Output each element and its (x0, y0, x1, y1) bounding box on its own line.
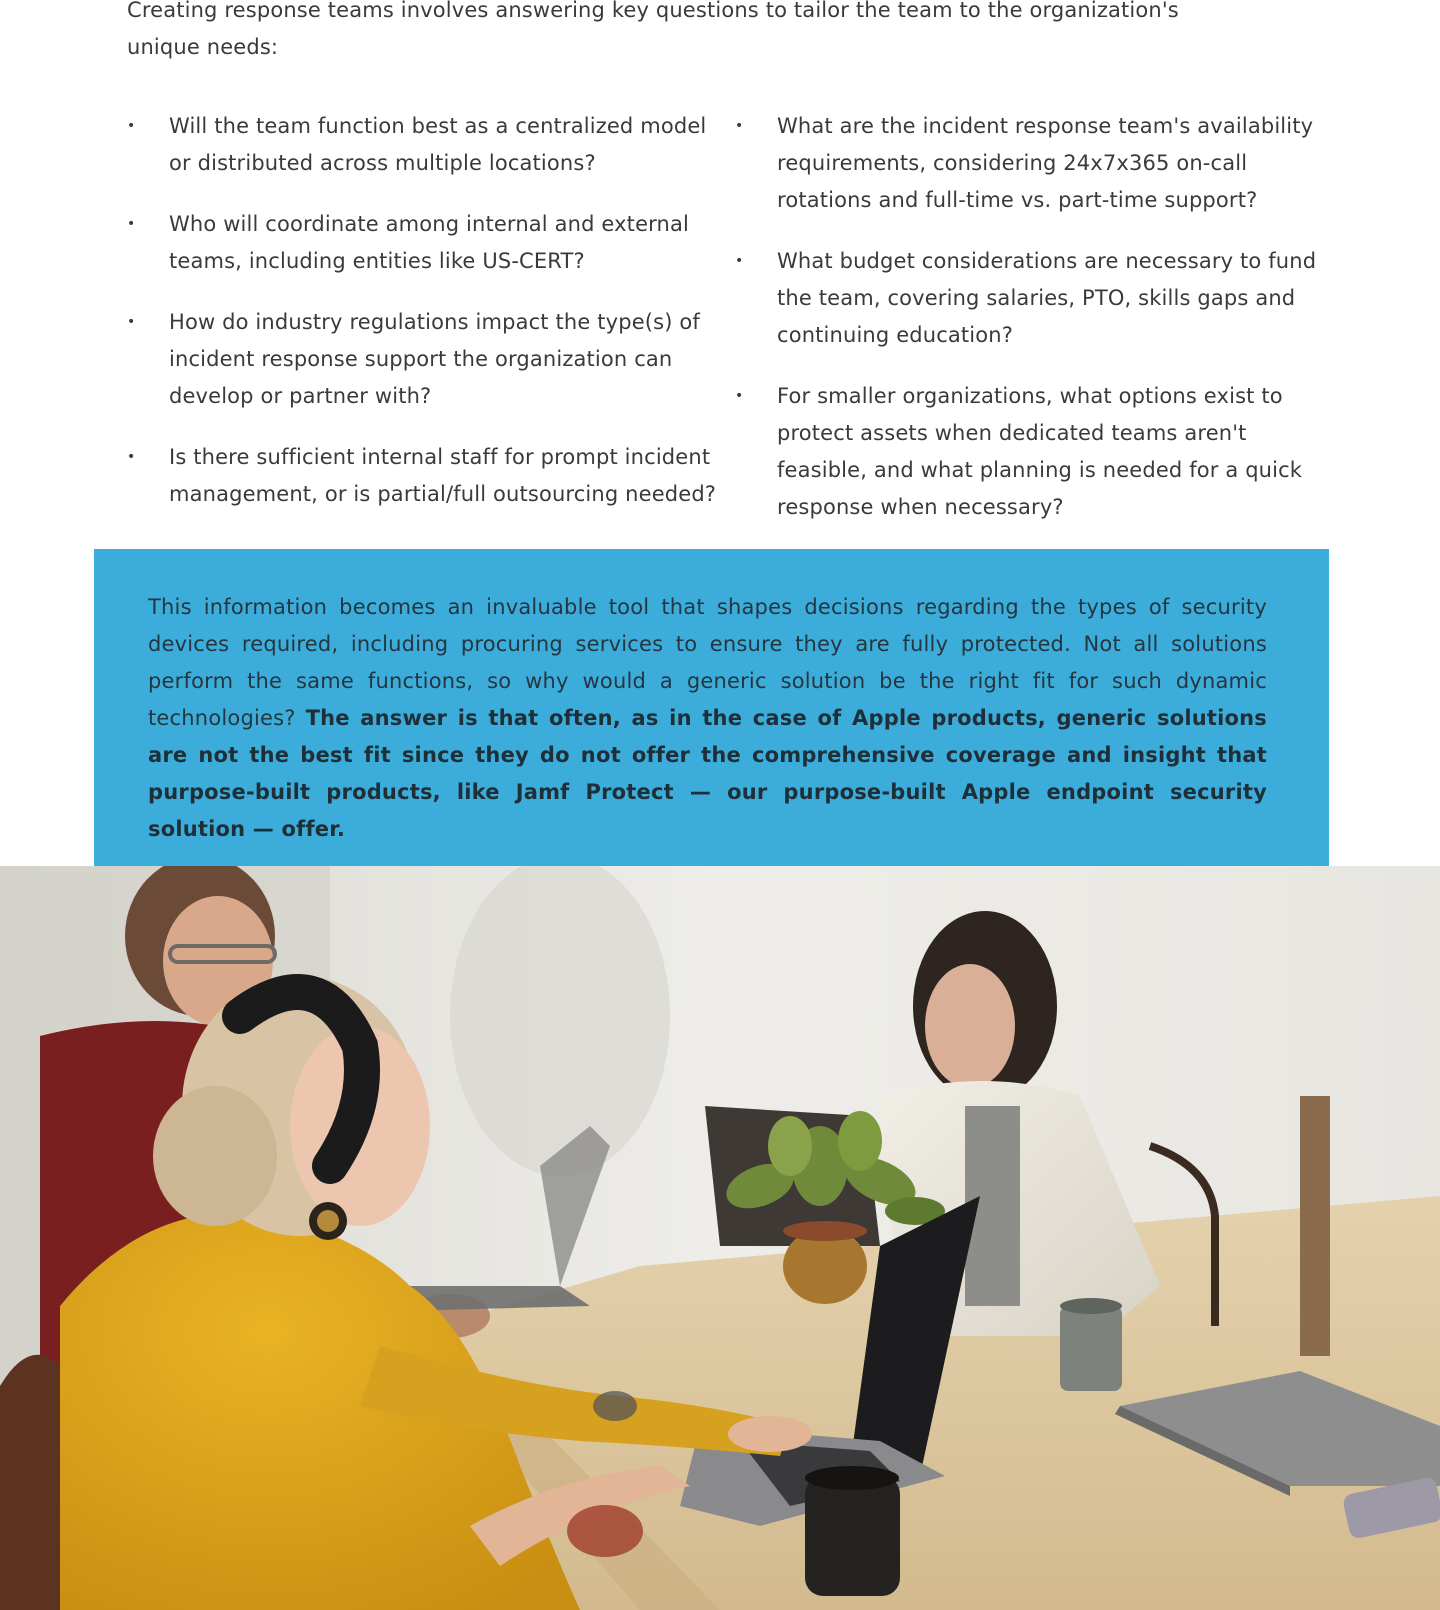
callout-paragraph (148, 589, 1267, 848)
list-item-text: Will the team function best as a centralized model or distributed across multiple locations? (169, 114, 707, 175)
list-item-text: Is there sufficient internal staff for prompt incident management, or is partial/full outsourcing needed? (169, 445, 717, 506)
list-item-text: For smaller organizations, what options exist to protect assets when dedicated teams aren't feasible, and what planning is needed for a quick response when necessary? (777, 384, 1303, 519)
list-item (127, 108, 717, 182)
bullet-icon: • (127, 449, 136, 465)
bullet-icon: • (735, 118, 744, 134)
list-item (127, 206, 717, 280)
office-photo-illustration (0, 866, 1440, 1610)
list-item (735, 108, 1335, 219)
questions-list-right (735, 108, 1335, 550)
grey-cup (1060, 1306, 1122, 1391)
questions-list-left (127, 108, 717, 537)
callout-box (94, 549, 1329, 866)
list-item-text: What are the incident response team's availability requirements, considering 24x7x365 on-call rotations and full-time vs. part-time support? (777, 114, 1314, 212)
bullet-icon: • (127, 314, 136, 330)
list-item (127, 304, 717, 415)
intro-paragraph: Creating response teams involves answering key questions to tailor the team to the organization's unique needs: (127, 0, 1179, 59)
bullet-icon: • (735, 253, 744, 269)
chair (0, 1355, 60, 1610)
list-item-text: What budget considerations are necessary to fund the team, covering salaries, PTO, skills gaps and continuing education? (777, 249, 1317, 347)
callout-emphasis: The answer is that often, as in the case of Apple products, generic solutions are not the best fit since they do not offer the comprehensive coverage and insight that purpose-built products, like Jamf Protect — our purpose-built Apple endpoint security solution — offer. (148, 706, 1267, 841)
office-photo (0, 866, 1440, 1610)
list-item (735, 378, 1335, 526)
black-mug (805, 1476, 900, 1596)
bullet-icon: • (735, 388, 744, 404)
list-item (127, 439, 717, 513)
bullet-icon: • (127, 118, 136, 134)
callout-text: This information becomes an invaluable tool that shapes decisions regarding the types of security devices required, including procuring services to ensure they are fully protected. Not all solutions perform the same functions, so why would a generic solution be the right fit for such dynamic technologies? (148, 595, 1267, 730)
bullet-icon: • (127, 216, 136, 232)
list-item-text: How do industry regulations impact the type(s) of incident response support the organization can develop or partner with? (169, 310, 700, 408)
list-item (735, 243, 1335, 354)
list-item-text: Who will coordinate among internal and external teams, including entities like US-CERT? (169, 212, 690, 273)
